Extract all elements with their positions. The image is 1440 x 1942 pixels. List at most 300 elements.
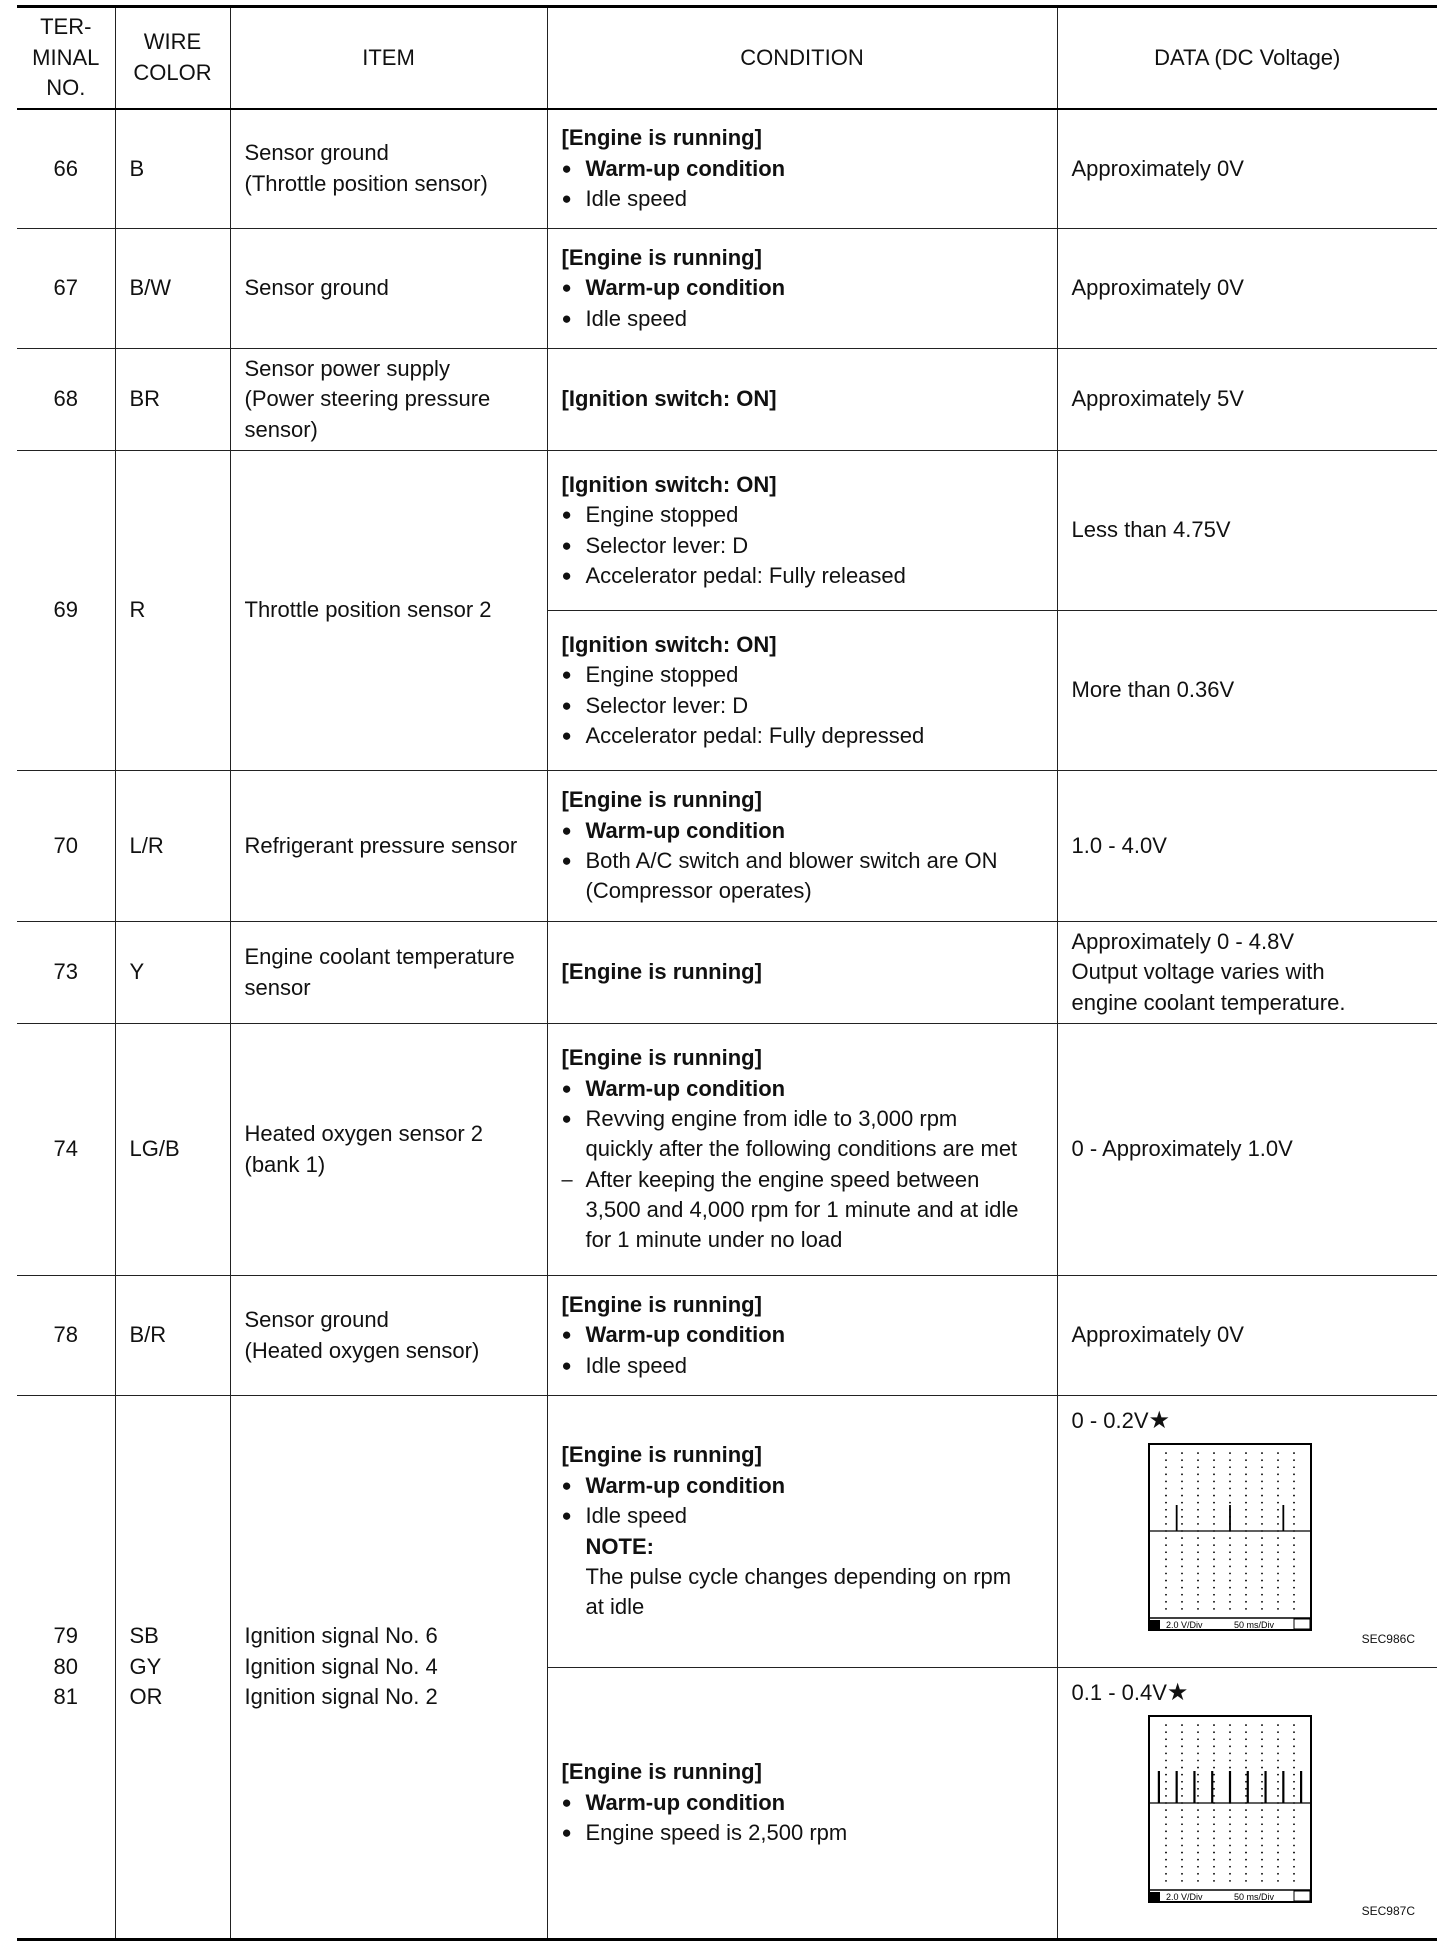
scope-grid-dot	[1277, 1873, 1279, 1875]
scope-grid-dot	[1293, 1724, 1295, 1726]
terminal-number: 68	[17, 349, 115, 451]
scope-grid-dot	[1165, 1537, 1167, 1539]
scope-grid-dot	[1197, 1509, 1199, 1511]
scope-grid-dot	[1165, 1746, 1167, 1748]
scope-grid-dot	[1229, 1831, 1231, 1833]
scope-grid-dot	[1197, 1724, 1199, 1726]
scope-grid-dot	[1245, 1731, 1247, 1733]
scope-grid-dot	[1245, 1795, 1247, 1797]
condition-title: [Engine is running]	[561, 125, 762, 151]
scope-grid-dot	[1213, 1774, 1215, 1776]
scope-grid-dot	[1277, 1481, 1279, 1483]
condition-bullet: ● Warm-up condition	[562, 1788, 1043, 1818]
bullet-icon: ●	[561, 505, 572, 525]
scope-grid-dot	[1229, 1551, 1231, 1553]
condition-title: [Engine is running]	[561, 1045, 762, 1071]
condition-cell	[547, 611, 1057, 771]
scope-grid-dot	[1213, 1544, 1215, 1546]
bullet-icon: ●	[561, 1355, 572, 1375]
star-icon: ★	[1148, 1407, 1171, 1434]
scope-grid-dot	[1197, 1781, 1199, 1783]
scope-grid-dot	[1277, 1601, 1279, 1603]
bullet-icon: ●	[561, 565, 572, 585]
condition-title: [Engine is running]	[561, 1291, 762, 1317]
scope-grid-dot	[1277, 1852, 1279, 1854]
scope-grid-dot	[1165, 1452, 1167, 1454]
scope-grid-dot	[1181, 1594, 1183, 1596]
scope-grid-dot	[1261, 1474, 1263, 1476]
scope-grid-dot	[1229, 1481, 1231, 1483]
scope-grid-dot	[1293, 1795, 1295, 1797]
scope-grid-dot	[1293, 1537, 1295, 1539]
condition-bullet: ● Warm-up condition	[562, 273, 1043, 303]
scope-grid-dot	[1213, 1551, 1215, 1553]
scope-grid-dot	[1213, 1781, 1215, 1783]
scope-grid-dot	[1277, 1523, 1279, 1525]
scope-grid-dot	[1165, 1516, 1167, 1518]
data-cell: 0 - Approximately 1.0V	[1057, 1024, 1437, 1276]
header-data: DATA (DC Voltage)	[1057, 7, 1437, 109]
scope-grid-dot	[1213, 1594, 1215, 1596]
condition-title: [Engine is running]	[561, 1759, 762, 1785]
scope-grid-dot	[1213, 1738, 1215, 1740]
data-cell	[1057, 1396, 1437, 1668]
condition-bullet: ● Engine stopped	[562, 660, 1043, 690]
condition-cell	[547, 1024, 1057, 1276]
scope-grid-dot	[1293, 1845, 1295, 1847]
scope-grid-dot	[1277, 1788, 1279, 1790]
scope-grid-dot	[1245, 1481, 1247, 1483]
condition-bullet: ● Idle speed	[562, 184, 1043, 214]
condition-cell	[547, 1668, 1057, 1940]
scope-grid-dot	[1245, 1788, 1247, 1790]
table-row	[17, 1276, 1437, 1396]
scope-grid-dot	[1213, 1809, 1215, 1811]
bullet-icon: ●	[561, 820, 572, 840]
scope-grid-dot	[1293, 1859, 1295, 1861]
scope-grid-dot	[1261, 1516, 1263, 1518]
table-row	[17, 451, 1437, 611]
scope-grid-dot	[1245, 1509, 1247, 1511]
scope-grid-dot	[1213, 1816, 1215, 1818]
scope-grid-dot	[1261, 1852, 1263, 1854]
bullet-icon: ●	[561, 1078, 572, 1098]
scope-grid-dot	[1197, 1746, 1199, 1748]
scope-grid-dot	[1229, 1753, 1231, 1755]
scope-grid-dot	[1277, 1866, 1279, 1868]
scope-grid-dot	[1293, 1488, 1295, 1490]
scope-grid-dot	[1165, 1788, 1167, 1790]
scope-box	[1294, 1619, 1310, 1629]
scope-grid-dot	[1197, 1608, 1199, 1610]
scope-grid-dot	[1293, 1866, 1295, 1868]
condition-bullet: ● Idle speed	[562, 304, 1043, 334]
condition-bullet: ● Idle speed	[562, 1501, 1043, 1531]
condition-title: [Ignition switch: ON]	[561, 471, 777, 497]
scope-grid-dot	[1261, 1831, 1263, 1833]
scope-grid-dot	[1197, 1823, 1199, 1825]
scope-grid-dot	[1165, 1731, 1167, 1733]
scope-grid-dot	[1245, 1544, 1247, 1546]
table-row	[17, 922, 1437, 1024]
scope-grid-dot	[1261, 1774, 1263, 1776]
data-cell: 1.0 - 4.0V	[1057, 771, 1437, 922]
condition-bullet: ● Selector lever: D	[562, 691, 1043, 721]
scope-grid-dot	[1245, 1566, 1247, 1568]
scope-grid-dot	[1165, 1573, 1167, 1575]
scope-grid-dot	[1245, 1753, 1247, 1755]
scope-grid-dot	[1277, 1831, 1279, 1833]
scope-grid-dot	[1165, 1566, 1167, 1568]
scope-grid-dot	[1245, 1537, 1247, 1539]
scope-grid-dot	[1181, 1845, 1183, 1847]
scope-grid-dot	[1213, 1509, 1215, 1511]
scope-grid-dot	[1181, 1580, 1183, 1582]
scope-grid-dot	[1181, 1481, 1183, 1483]
scope-grid-dot	[1261, 1551, 1263, 1553]
scope-grid-dot	[1165, 1523, 1167, 1525]
scope-grid-dot	[1293, 1516, 1295, 1518]
scope-grid-dot	[1181, 1816, 1183, 1818]
scope-grid-dot	[1261, 1608, 1263, 1610]
scope-grid-dot	[1261, 1523, 1263, 1525]
scope-grid-dot	[1229, 1724, 1231, 1726]
scope-grid-dot	[1293, 1774, 1295, 1776]
scope-grid-dot	[1197, 1760, 1199, 1762]
scope-grid-dot	[1213, 1767, 1215, 1769]
scope-grid-dot	[1197, 1474, 1199, 1476]
scope-grid-dot	[1261, 1788, 1263, 1790]
scope-grid-dot	[1165, 1481, 1167, 1483]
scope-grid-dot	[1293, 1580, 1295, 1582]
scope-grid-dot	[1165, 1852, 1167, 1854]
scope-marker	[1150, 1620, 1160, 1629]
scope-grid-dot	[1229, 1880, 1231, 1882]
scope-grid-dot	[1181, 1587, 1183, 1589]
scope-grid-dot	[1229, 1488, 1231, 1490]
scope-grid-dot	[1197, 1452, 1199, 1454]
scope-grid-dot	[1245, 1873, 1247, 1875]
condition-cell	[547, 771, 1057, 922]
scope-grid-dot	[1261, 1767, 1263, 1769]
wire-color: SB GY OR	[115, 1396, 230, 1940]
scope-grid-dot	[1213, 1466, 1215, 1468]
condition-cell	[547, 1396, 1057, 1668]
condition-bullet: ● Warm-up condition	[562, 154, 1043, 184]
scope-grid-dot	[1261, 1601, 1263, 1603]
oscilloscope-waveform	[1148, 1715, 1312, 1905]
scope-grid-dot	[1165, 1594, 1167, 1596]
scope-grid-dot	[1165, 1738, 1167, 1740]
scope-grid-dot	[1165, 1880, 1167, 1882]
scope-grid-dot	[1197, 1544, 1199, 1546]
data-cell: Approximately 5V	[1057, 349, 1437, 451]
scope-grid-dot	[1181, 1831, 1183, 1833]
scope-grid-dot	[1229, 1502, 1231, 1504]
scope-grid-dot	[1181, 1523, 1183, 1525]
scope-grid-dot	[1181, 1459, 1183, 1461]
item-cell: Heated oxygen sensor 2 (bank 1)	[230, 1024, 547, 1276]
condition-cell	[547, 229, 1057, 349]
scope-grid-dot	[1245, 1831, 1247, 1833]
scope-grid-dot	[1197, 1523, 1199, 1525]
scope-grid-dot	[1229, 1845, 1231, 1847]
scope-grid-dot	[1213, 1495, 1215, 1497]
scope-volt-div: 2.0 V/Div	[1165, 1620, 1203, 1631]
scope-grid-dot	[1261, 1594, 1263, 1596]
scope-grid-dot	[1229, 1859, 1231, 1861]
scope-grid-dot	[1165, 1774, 1167, 1776]
bullet-icon: ●	[561, 1792, 572, 1812]
scope-grid-dot	[1245, 1601, 1247, 1603]
scope-grid-dot	[1245, 1516, 1247, 1518]
scope-grid-dot	[1293, 1551, 1295, 1553]
scope-grid-dot	[1197, 1594, 1199, 1596]
scope-grid-dot	[1197, 1753, 1199, 1755]
condition-cell	[547, 1276, 1057, 1396]
scope-grid-dot	[1165, 1866, 1167, 1868]
condition-title: [Ignition switch: ON]	[561, 631, 777, 657]
scope-grid-dot	[1197, 1466, 1199, 1468]
condition-cell	[547, 922, 1057, 1024]
voltage-value: 0.1 - 0.4V★	[1071, 1679, 1189, 1706]
scope-grid-dot	[1293, 1831, 1295, 1833]
scope-grid-dot	[1181, 1873, 1183, 1875]
scope-grid-dot	[1181, 1516, 1183, 1518]
data-cell: Less than 4.75V	[1057, 451, 1437, 611]
scope-grid-dot	[1245, 1608, 1247, 1610]
scope-grid-dot	[1181, 1880, 1183, 1882]
scope-grid-dot	[1277, 1731, 1279, 1733]
scope-grid-dot	[1229, 1838, 1231, 1840]
scope-grid-dot	[1213, 1474, 1215, 1476]
data-cell: More than 0.36V	[1057, 611, 1437, 771]
scope-grid-dot	[1245, 1559, 1247, 1561]
scope-grid-dot	[1229, 1495, 1231, 1497]
scope-grid-dot	[1213, 1746, 1215, 1748]
scope-grid-dot	[1229, 1466, 1231, 1468]
scope-grid-dot	[1245, 1809, 1247, 1811]
scope-grid-dot	[1229, 1587, 1231, 1589]
scope-grid-dot	[1277, 1594, 1279, 1596]
scope-grid-dot	[1229, 1608, 1231, 1610]
scope-grid-dot	[1213, 1760, 1215, 1762]
scope-grid-dot	[1277, 1587, 1279, 1589]
scope-grid-dot	[1229, 1537, 1231, 1539]
scope-grid-dot	[1245, 1587, 1247, 1589]
scope-grid-dot	[1261, 1566, 1263, 1568]
scope-grid-dot	[1293, 1594, 1295, 1596]
scope-grid-dot	[1277, 1859, 1279, 1861]
scope-grid-dot	[1245, 1738, 1247, 1740]
scope-grid-dot	[1245, 1495, 1247, 1497]
ecm-terminal-table	[17, 5, 1437, 1941]
condition-title: [Ignition switch: ON]	[561, 386, 777, 412]
scope-grid-dot	[1197, 1859, 1199, 1861]
condition-title: [Engine is running]	[561, 244, 762, 270]
voltage-value: 0 - 0.2V★	[1071, 1407, 1171, 1434]
scope-grid-dot	[1245, 1816, 1247, 1818]
scope-grid-dot	[1197, 1774, 1199, 1776]
scope-grid-dot	[1261, 1823, 1263, 1825]
scope-grid-dot	[1277, 1760, 1279, 1762]
scope-grid-dot	[1261, 1845, 1263, 1847]
scope-grid-dot	[1293, 1760, 1295, 1762]
scope-grid-dot	[1181, 1774, 1183, 1776]
scope-grid-dot	[1245, 1838, 1247, 1840]
scope-grid-dot	[1181, 1466, 1183, 1468]
terminal-number: 79 80 81	[17, 1396, 115, 1940]
scope-grid-dot	[1245, 1781, 1247, 1783]
scope-grid-dot	[1181, 1474, 1183, 1476]
scope-grid-dot	[1245, 1880, 1247, 1882]
scope-grid-dot	[1181, 1537, 1183, 1539]
bullet-icon: ●	[561, 1823, 572, 1843]
condition-cell	[547, 109, 1057, 229]
dash-icon: –	[561, 1168, 573, 1191]
scope-grid-dot	[1165, 1838, 1167, 1840]
scope-grid-dot	[1261, 1724, 1263, 1726]
scope-grid-dot	[1213, 1880, 1215, 1882]
scope-grid-dot	[1261, 1838, 1263, 1840]
scope-grid-dot	[1165, 1823, 1167, 1825]
scope-grid-dot	[1213, 1537, 1215, 1539]
scope-grid-dot	[1277, 1573, 1279, 1575]
scope-grid-dot	[1245, 1859, 1247, 1861]
scope-grid-dot	[1261, 1816, 1263, 1818]
scope-grid-dot	[1165, 1781, 1167, 1783]
scope-grid-dot	[1261, 1459, 1263, 1461]
scope-grid-dot	[1245, 1488, 1247, 1490]
scope-grid-dot	[1213, 1859, 1215, 1861]
scope-grid-dot	[1197, 1566, 1199, 1568]
scope-grid-dot	[1293, 1601, 1295, 1603]
wire-color: BR	[115, 349, 230, 451]
item-cell: Sensor ground (Heated oxygen sensor)	[230, 1276, 547, 1396]
scope-grid-dot	[1197, 1601, 1199, 1603]
scope-grid-dot	[1197, 1516, 1199, 1518]
condition-bullet: ● Engine stopped	[562, 500, 1043, 530]
scope-grid-dot	[1229, 1852, 1231, 1854]
condition-bullet: ● Idle speed	[562, 1351, 1043, 1381]
wire-color: L/R	[115, 771, 230, 922]
scope-grid-dot	[1181, 1738, 1183, 1740]
scope-grid-dot	[1245, 1580, 1247, 1582]
wire-color: B/W	[115, 229, 230, 349]
scope-grid-dot	[1181, 1795, 1183, 1797]
scope-grid-dot	[1165, 1580, 1167, 1582]
scope-grid-dot	[1213, 1452, 1215, 1454]
condition-cell	[547, 349, 1057, 451]
scope-grid-dot	[1181, 1823, 1183, 1825]
wire-color: B	[115, 109, 230, 229]
scope-grid-dot	[1277, 1781, 1279, 1783]
bullet-icon: ●	[561, 278, 572, 298]
scope-grid-dot	[1197, 1488, 1199, 1490]
scope-grid-dot	[1165, 1859, 1167, 1861]
scope-grid-dot	[1213, 1788, 1215, 1790]
terminal-number: 74	[17, 1024, 115, 1276]
bullet-icon: ●	[561, 695, 572, 715]
scope-grid-dot	[1197, 1788, 1199, 1790]
scope-grid-dot	[1197, 1495, 1199, 1497]
scope-grid-dot	[1261, 1746, 1263, 1748]
wire-color: B/R	[115, 1276, 230, 1396]
scope-grid-dot	[1197, 1551, 1199, 1553]
scope-grid-dot	[1293, 1495, 1295, 1497]
terminal-number: 73	[17, 922, 115, 1024]
data-cell: Approximately 0V	[1057, 1276, 1437, 1396]
scope-grid-dot	[1229, 1823, 1231, 1825]
scope-grid-dot	[1165, 1587, 1167, 1589]
scope-grid-dot	[1197, 1537, 1199, 1539]
scope-grid-dot	[1277, 1516, 1279, 1518]
scope-grid-dot	[1213, 1852, 1215, 1854]
condition-bullet: ● Warm-up condition	[562, 1074, 1043, 1104]
scope-grid-dot	[1229, 1459, 1231, 1461]
scope-grid-dot	[1277, 1566, 1279, 1568]
scope-grid-dot	[1181, 1746, 1183, 1748]
scope-box	[1294, 1891, 1310, 1901]
scope-grid-dot	[1181, 1859, 1183, 1861]
item-cell: Throttle position sensor 2	[230, 451, 547, 771]
scope-grid-dot	[1229, 1601, 1231, 1603]
scope-grid-dot	[1277, 1474, 1279, 1476]
scope-grid-dot	[1261, 1559, 1263, 1561]
scope-grid-dot	[1245, 1551, 1247, 1553]
condition-bullet: ● Warm-up condition	[562, 816, 1043, 846]
scope-grid-dot	[1277, 1502, 1279, 1504]
scope-grid-dot	[1213, 1731, 1215, 1733]
scope-grid-dot	[1261, 1502, 1263, 1504]
item-cell: Sensor power supply (Power steering pressure sensor)	[230, 349, 547, 451]
scope-grid-dot	[1213, 1795, 1215, 1797]
scope-grid-dot	[1165, 1509, 1167, 1511]
scope-grid-dot	[1213, 1580, 1215, 1582]
scope-grid-dot	[1245, 1767, 1247, 1769]
condition-title: [Engine is running]	[561, 959, 762, 985]
scope-grid-dot	[1229, 1866, 1231, 1868]
wire-color: LG/B	[115, 1024, 230, 1276]
wire-color: R	[115, 451, 230, 771]
scope-grid-dot	[1245, 1573, 1247, 1575]
scope-grid-dot	[1261, 1481, 1263, 1483]
item-cell: Sensor ground	[230, 229, 547, 349]
scope-grid-dot	[1197, 1809, 1199, 1811]
bullet-icon: ●	[561, 665, 572, 685]
scope-grid-dot	[1229, 1767, 1231, 1769]
scope-grid-dot	[1213, 1823, 1215, 1825]
scope-grid-dot	[1229, 1809, 1231, 1811]
scope-grid-dot	[1181, 1731, 1183, 1733]
scope-grid-dot	[1261, 1495, 1263, 1497]
scope-grid-dot	[1245, 1845, 1247, 1847]
scope-grid-dot	[1277, 1738, 1279, 1740]
condition-bullet: ● Revving engine from idle to 3,000 rpm quickly after the following conditions are met	[561, 1105, 1018, 1162]
scope-grid-dot	[1293, 1509, 1295, 1511]
scope-grid-dot	[1293, 1481, 1295, 1483]
data-cell: Approximately 0V	[1057, 109, 1437, 229]
scope-grid-dot	[1261, 1760, 1263, 1762]
data-cell	[1057, 1668, 1437, 1940]
scope-grid-dot	[1181, 1495, 1183, 1497]
scope-grid-dot	[1181, 1452, 1183, 1454]
scope-grid-dot	[1245, 1760, 1247, 1762]
scope-grid-dot	[1229, 1738, 1231, 1740]
scope-grid-dot	[1181, 1502, 1183, 1504]
scope-grid-dot	[1293, 1573, 1295, 1575]
scope-grid-dot	[1181, 1760, 1183, 1762]
